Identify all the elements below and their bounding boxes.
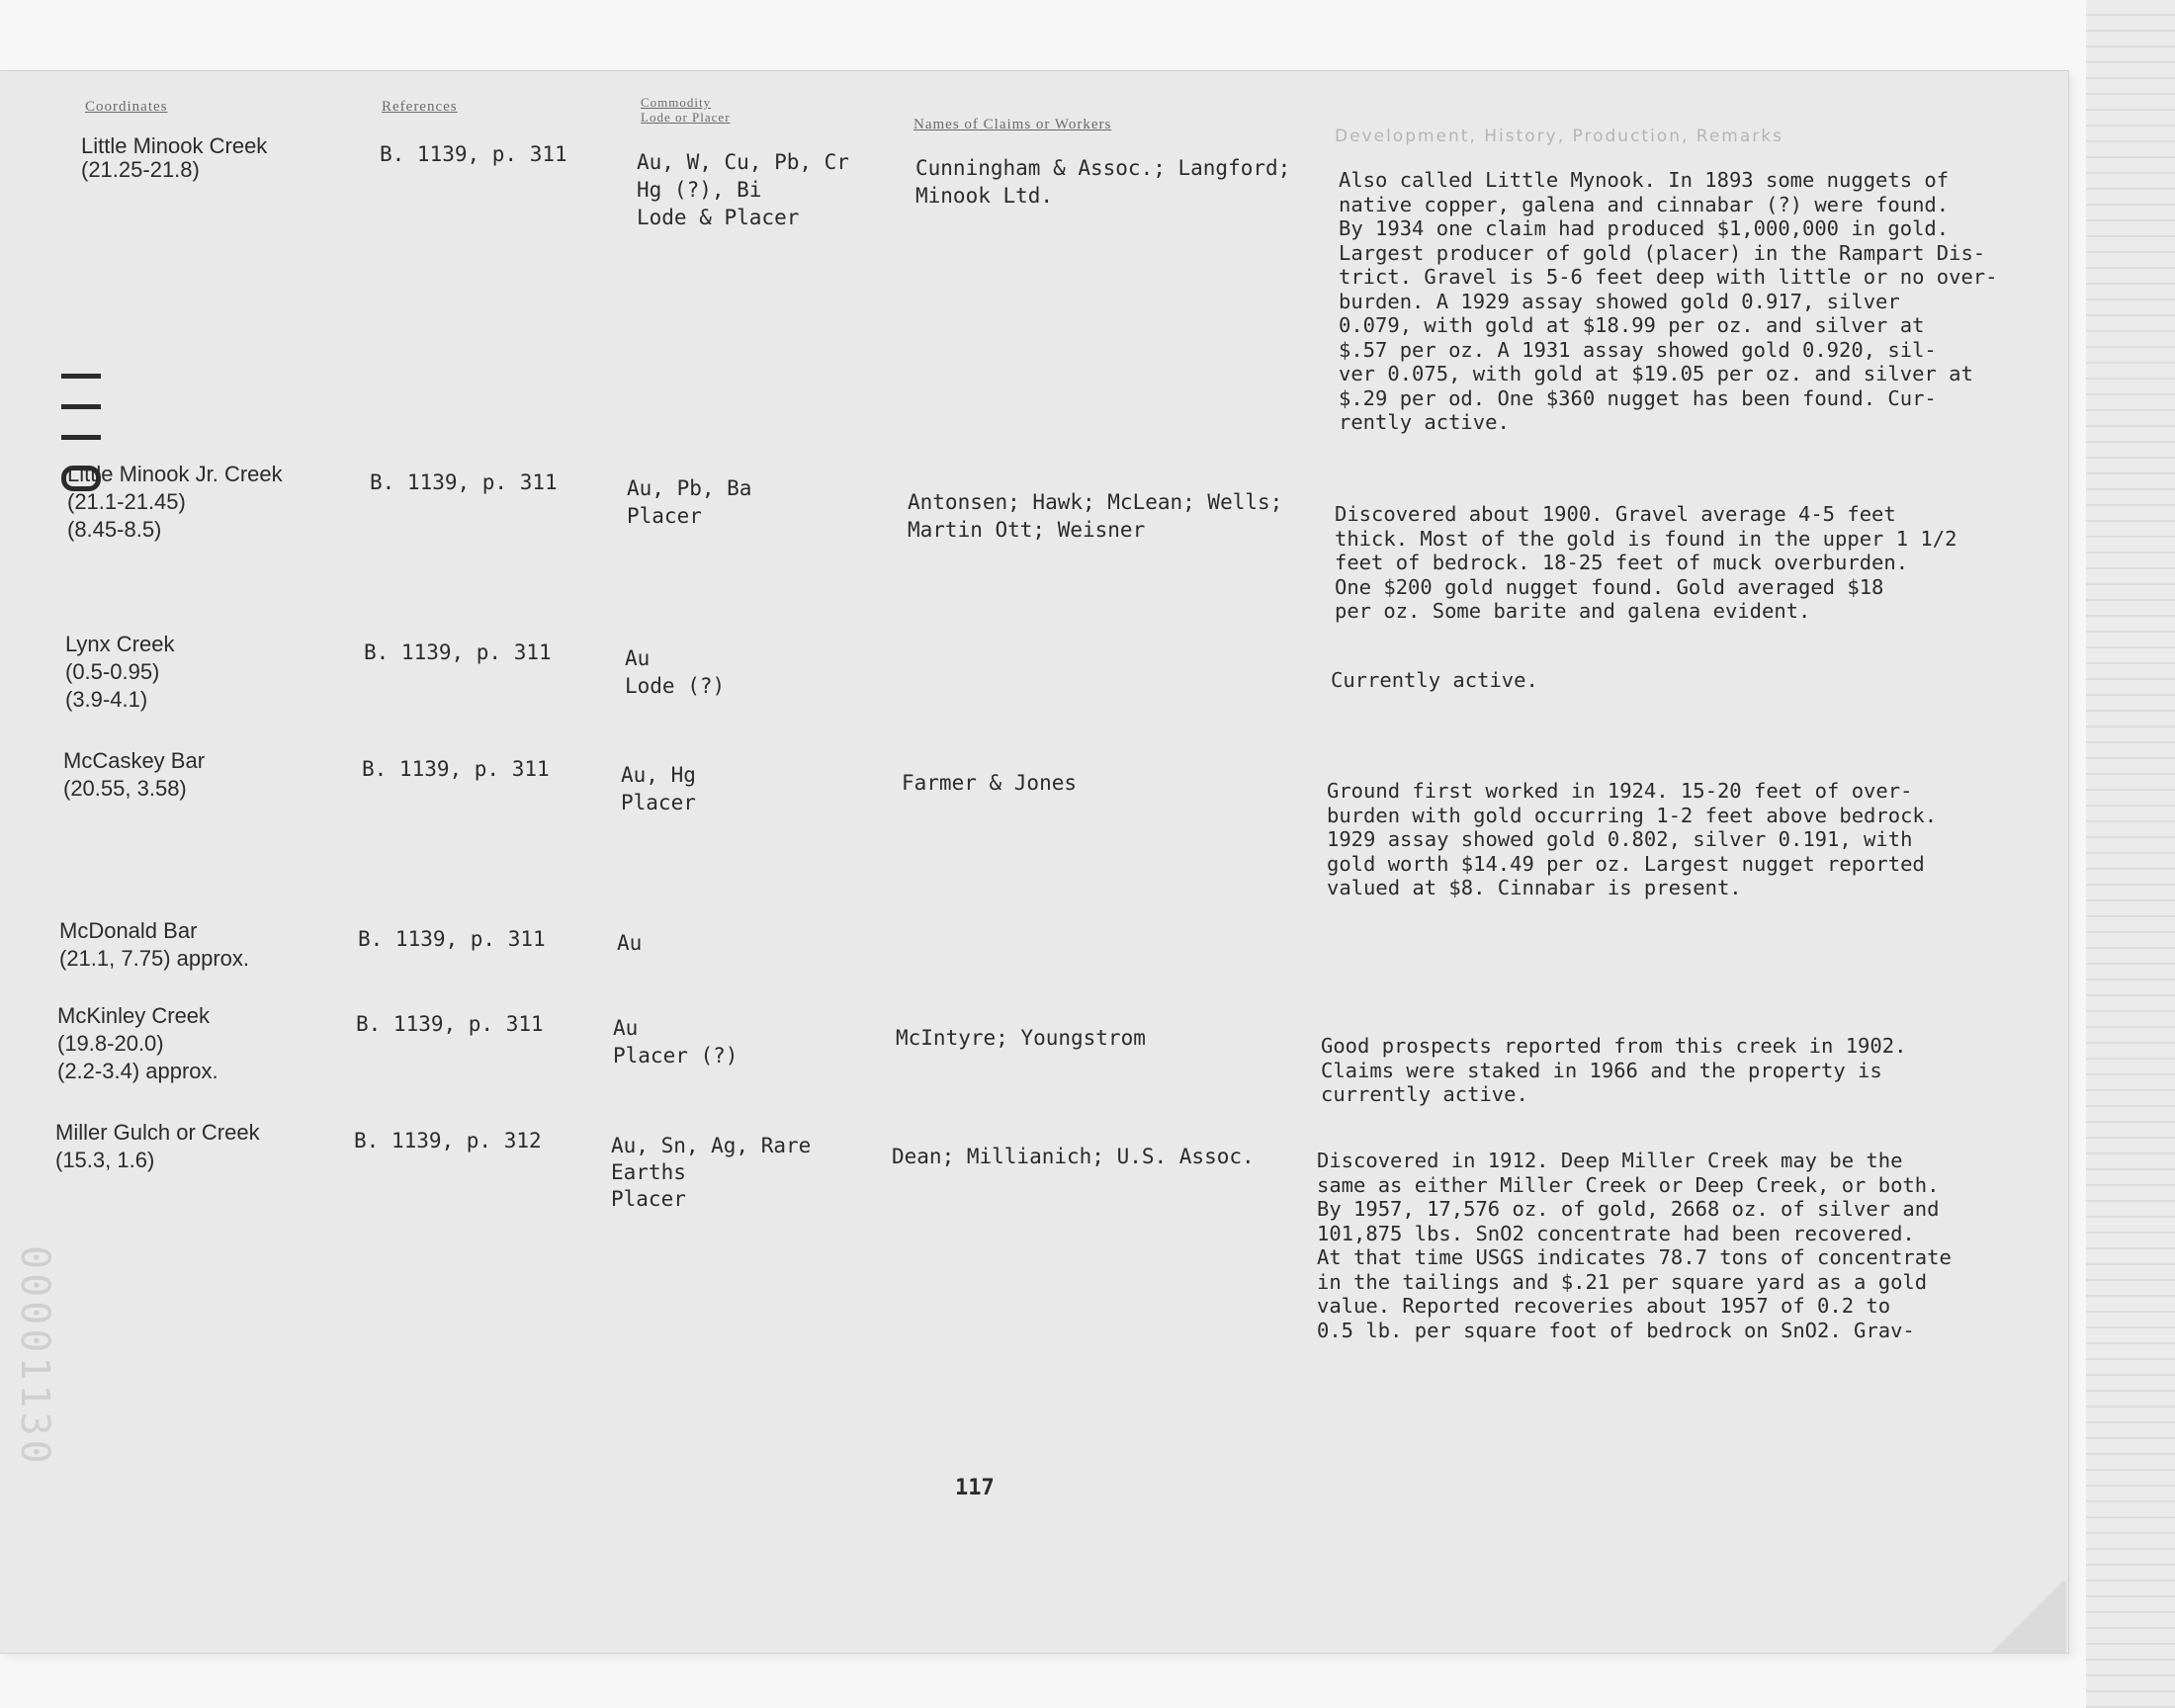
row-6-remarks: Good prospects reported from this creek in 1902. Claims were staked in 1966 and the property is currently active.: [1321, 1034, 1907, 1106]
row-5-commodity: Au: [617, 931, 643, 955]
row-6-commodity: Au Placer (?): [613, 1016, 739, 1068]
header-names: Names of Claims or Workers: [914, 117, 1112, 132]
header-coordinates: Coordinates: [85, 99, 168, 115]
row-2-claims: Antonsen; Hawk; McLean; Wells; Martin Ott; Weisner: [908, 490, 1283, 542]
row-1-remarks: Also called Little Mynook. In 1893 some nuggets of native copper, galena and cinnabar (?) were found. By 1934 one claim had produced $1,000,000 in gold. Largest producer of gold (placer) in the Rampart Dis- trict. Gravel is 5-6 feet deep with little or no over- burden. A 1929 assay showed gold 0.917, silver 0.079, with gold at $18.99 per oz. and silver at $.57 per oz. A 1931 assay showed gold 0.920, sil- ver 0.075, with gold at $19.05 per oz. and silver at $.29 per od. One $360 nugget has been found. Cur- rently active.: [1339, 168, 1998, 434]
header-references: References: [382, 99, 458, 115]
row-6-coordinates: (19.8-20.0) (2.2-3.4) approx.: [57, 1031, 218, 1083]
row-2-reference: B. 1139, p. 311: [370, 470, 558, 494]
row-2-remarks: Discovered about 1900. Gravel average 4-5 feet thick. Most of the gold is found in the upper 1 1/2 feet of bedrock. 18-25 feet of muck overburden. One $200 gold nugget found. Gold averaged $18 per oz. Some barite and galena evident.: [1335, 502, 1958, 623]
row-6-reference: B. 1139, p. 311: [356, 1012, 544, 1036]
row-1-claims: Cunningham & Assoc.; Langford; Minook Ltd.: [915, 156, 1291, 208]
row-3-commodity: Au Lode (?): [625, 646, 726, 698]
row-2-commodity: Au, Pb, Ba Placer: [627, 476, 752, 528]
row-3-coordinates: (0.5-0.95) (3.9-4.1): [65, 659, 160, 712]
scanner-edge-strip: [2086, 0, 2175, 1708]
row-7-coordinates: (15.3, 1.6): [55, 1148, 155, 1172]
row-2-coordinates: (21.1-21.45) (8.45-8.5): [67, 489, 186, 542]
row-3-name: Lynx Creek: [65, 632, 175, 656]
row-3-reference: B. 1139, p. 311: [364, 640, 552, 664]
row-1-name: Little Minook Creek: [81, 133, 268, 158]
faded-margin-number: 00001130: [12, 1245, 57, 1468]
row-4-coordinates: (20.55, 3.58): [63, 776, 187, 801]
row-4-claims: Farmer & Jones: [902, 771, 1078, 795]
row-4-commodity: Au, Hg Placer: [621, 763, 696, 814]
row-7-commodity: Au, Sn, Ag, Rare Earths Placer: [611, 1134, 812, 1211]
row-7-claims: Dean; Millianich; U.S. Assoc.: [892, 1145, 1255, 1168]
row-1-coordinates: (21.25-21.8): [81, 157, 200, 182]
row-6-name: McKinley Creek: [57, 1003, 211, 1028]
row-7-reference: B. 1139, p. 312: [354, 1129, 542, 1153]
row-2-name: Little Minook Jr. Creek: [67, 462, 283, 486]
row-3-remarks: Currently active.: [1331, 668, 1538, 692]
row-5-name: McDonald Bar: [59, 918, 198, 943]
row-5-reference: B. 1139, p. 311: [358, 927, 546, 951]
row-6-claims: McIntyre; Youngstrom: [896, 1026, 1146, 1050]
page-corner-fold: [1987, 1581, 2066, 1653]
row-1-commodity: Au, W, Cu, Pb, Cr Hg (?), Bi Lode & Placer: [637, 150, 849, 229]
row-1-reference: B. 1139, p. 311: [380, 142, 567, 166]
row-4-reference: B. 1139, p. 311: [362, 757, 550, 781]
row-4-remarks: Ground first worked in 1924. 15-20 feet of over- burden with gold occurring 1-2 feet above bedrock. 1929 assay showed gold 0.802, silver 0.191, with gold worth $14.49 per oz. Largest nugget reported valued at $8. Cinnabar is present.: [1327, 779, 1938, 899]
page-number: 117: [955, 1476, 995, 1500]
row-7-remarks: Discovered in 1912. Deep Miller Creek may be the same as either Miller Creek or Deep Creek, or both. By 1957, 17,576 oz. of gold, 2668 oz. of silver and 101,875 lbs. SnO2 concentrate had been recovered. At that time USGS indicates 78.7 tons of concentrate in the tailings and $.21 per square yard as a gold value. Reported recoveries about 1957 of 0.2 to 0.5 lb. per square foot of bedrock on SnO2. Grav-: [1317, 1149, 1952, 1342]
header-remarks: Development, History, Production, Remarks: [1335, 127, 1784, 146]
row-5-coordinates: (21.1, 7.75) approx.: [59, 946, 250, 971]
header-commodity: Commodity Lode or Placer: [641, 95, 731, 125]
row-7-name: Miller Gulch or Creek: [55, 1120, 260, 1145]
row-4-name: McCaskey Bar: [63, 748, 206, 773]
